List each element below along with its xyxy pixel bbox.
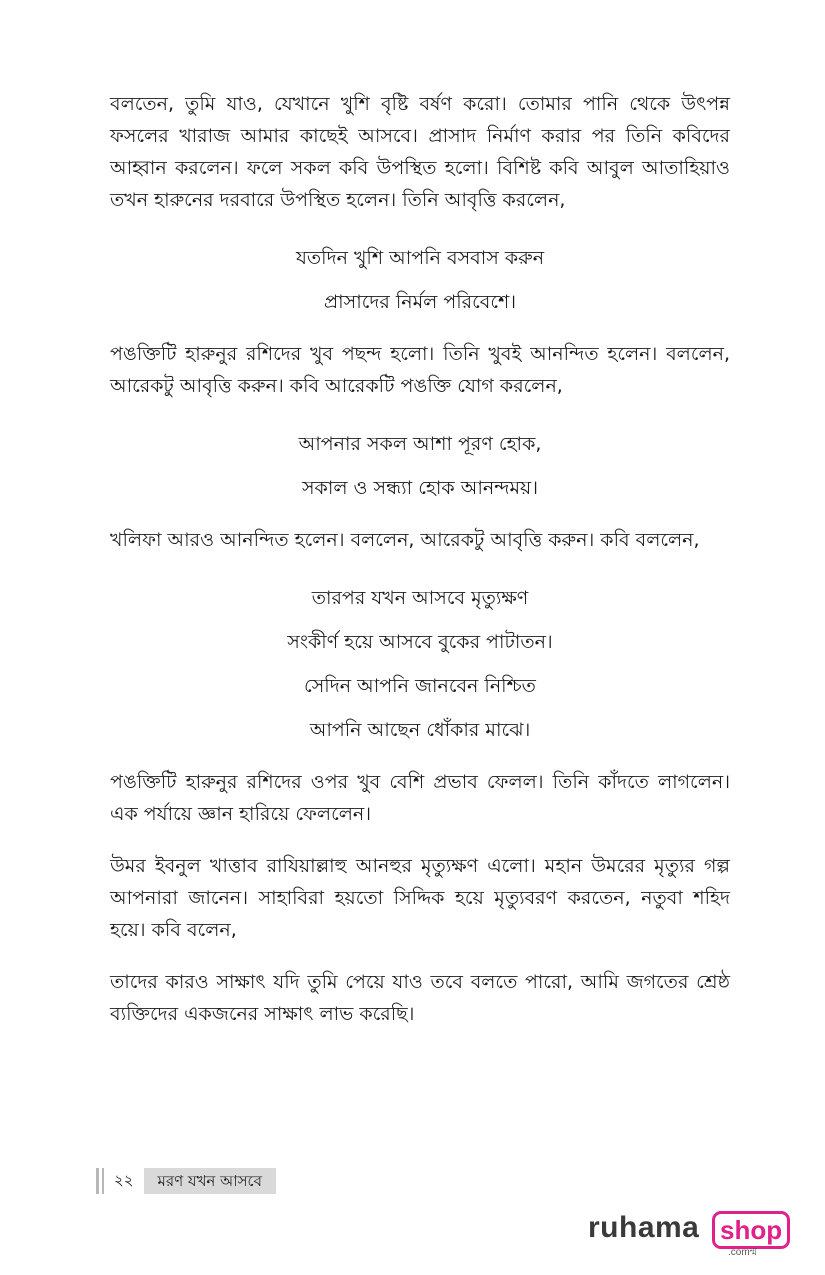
verse-line: প্রাসাদের নির্মল পরিবেশে। <box>323 291 517 313</box>
verse-line: যতদিন খুশি আপনি বসবাস করুন <box>295 247 545 269</box>
paragraph-6: তাদের কারও সাক্ষাৎ যদি তুমি পেয়ে যাও তবে বলতে পারো, আমি জগতের শ্রেষ্ঠ ব্যক্তিদের একজনের সাক্ষাৎ লাভ করেছি। <box>110 971 730 1025</box>
footer-divider <box>96 1168 99 1194</box>
verse-line: তারপর যখন আসবে মৃত্যুক্ষণ <box>311 587 529 609</box>
verse-line: সকাল ও সন্ধ্যা হোক আনন্দময়। <box>301 477 539 499</box>
verse-line: আপনার সকল আশা পূরণ হোক, <box>298 433 542 455</box>
verse-line: আপনি আছেন ধোঁকার মাঝে। <box>309 719 531 741</box>
paragraph-3: খলিফা আরও আনন্দিত হলেন। বললেন, আরেকটু আবৃত্তি করুন। কবি বললেন, <box>110 529 700 551</box>
verse-block-1 <box>110 236 730 324</box>
verse-block-3 <box>110 576 730 752</box>
page-footer <box>96 1168 276 1194</box>
logo-word: ruhama <box>588 1211 700 1244</box>
running-book-title: মরণ যখন আসবে <box>144 1168 276 1194</box>
page-body <box>110 88 730 1050</box>
paragraph-5: উমর ইবনুল খাত্তাব রাযিয়াল্লাহু আনহুর মৃত্যুক্ষণ এলো। মহান উমরের মৃত্যুর গল্প আপনারা জানেন। সাহাবিরা হয়তো সিদ্দিক হয়ে মৃত্যুবরণ করতেন, নতুবা শহিদ হয়ে। কবি বলেন, <box>110 855 730 941</box>
footer-divider <box>102 1168 104 1194</box>
paragraph-1: বলতেন, তুমি যাও, যেখানে খুশি বৃষ্টি বর্ষণ করো। তোমার পানি থেকে উৎপন্ন ফসলের খারাজ আমার কাছেই আসবে। প্রাসাদ নির্মাণ করার পর তিনি কবিদের আহ্বান করলেন। ফলে সকল কবি উপস্থিত হলো। বিশিষ্ট কবি আবুল আতাহিয়াও তখন হারুনের দরবারে উপস্থিত হলেন। তিনি আবৃত্তি করলেন, <box>110 93 730 211</box>
verse-line: সেদিন আপনি জানবেন নিশ্চিত <box>304 675 536 697</box>
ruhamashop-logo <box>588 1205 788 1258</box>
verse-line: সংকীর্ণ হয়ে আসবে বুকের পাটাতন। <box>287 631 553 653</box>
verse-block-2 <box>110 422 730 510</box>
paragraph-2: পঙক্তিটি হারুনুর রশিদের খুব পছন্দ হলো। তিনি খুবই আনন্দিত হলেন। বললেন, আরেকটু আবৃত্তি করুন। কবি আরেকটি পঙক্তি যোগ করলেন, <box>110 343 730 397</box>
logo-domain: .comম্ম <box>728 1247 758 1258</box>
logo-shop-badge: shop <box>712 1211 790 1249</box>
paragraph-4: পঙক্তিটি হারুনুর রশিদের ওপর খুব বেশি প্রভাব ফেলল। তিনি কাঁদতে লাগলেন। এক পর্যায়ে জ্ঞান হারিয়ে ফেললেন। <box>110 771 730 825</box>
page-number: ২২ <box>114 1170 134 1189</box>
